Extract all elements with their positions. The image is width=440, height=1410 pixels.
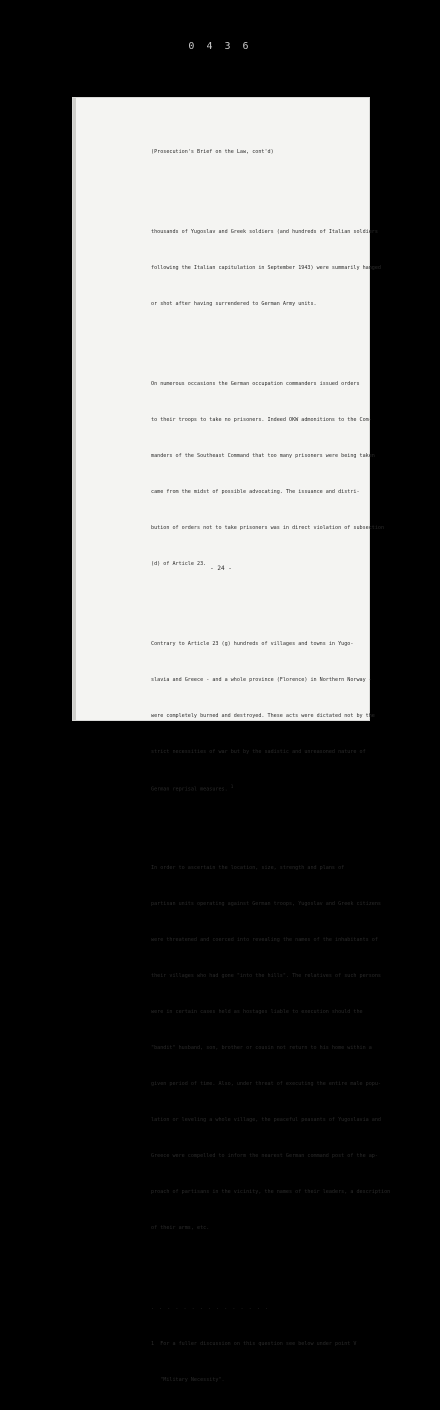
paragraph-line: proach of partisans in the vicinity, the names of their leaders, a description (151, 1189, 391, 1195)
paragraph-line: "bandit" husband, son, brother or cousin not return to his home within a (151, 1045, 372, 1051)
paragraph-line: lation or leveling a whole village, the peaceful peasants of Yugoslavia and (151, 1117, 382, 1123)
document-header: (Prosecution's Brief on the Law, cont'd) (151, 149, 274, 155)
paragraph-line: of their arms, etc. (151, 1225, 210, 1231)
footnote-marker: 1 (230, 785, 234, 790)
frame-number: 0 4 3 6 (188, 41, 252, 52)
paragraph-line: were completely burned and destroyed. These acts were dictated not by the (151, 713, 375, 719)
footnote-separator: . . . . . . . . . . . . . . . (151, 1305, 269, 1311)
paragraph-line: On numerous occasions the German occupation commanders issued orders (151, 381, 360, 387)
paragraph-line: Greece were compelled to inform the nearest German command post of the ap- (151, 1153, 378, 1159)
page-edge (73, 98, 76, 720)
paragraph-line: or shot after having surrendered to German Army units. (151, 301, 317, 307)
paragraph-line: bution of orders not to take prisoners was in direct violation of subsection (151, 525, 385, 531)
footnote-line: "Military Necessity". (151, 1377, 225, 1383)
paragraph-line: following the Italian capitulation in September 1943) were summarily hanged (151, 265, 382, 271)
paragraph-line: thousands of Yugoslav and Greek soldiers (and hundreds of Italian soldiers (151, 229, 378, 235)
footnote-line: 1 For a fuller discussion on this question see below under point V (151, 1341, 357, 1347)
paragraph-line: given period of time. Also, under threat of executing the entire male popu- (151, 1081, 382, 1087)
paragraph-line: Contrary to Article 23 (g) hundreds of villages and towns in Yugo- (151, 641, 354, 647)
document-page (73, 98, 391, 1383)
document-text (151, 122, 391, 1410)
paragraph-line (151, 782, 363, 794)
paragraph-line: slavia and Greece - and a whole province (Florence) in Northern Norway - (151, 677, 372, 683)
paragraph-line: to their troops to take no prisoners. Indeed OKW admonitions to the Com- (151, 417, 372, 423)
paragraph-line: came from the midst of possible advocating. The issuance and distri- (151, 489, 360, 495)
page-number: - 24 - (210, 565, 232, 572)
paragraph-line: partisan units operating against German troops, Yugoslav and Greek citizens (151, 901, 382, 907)
paragraph-line: strict necessities of war but by the sadistic and unreasoned nature of (151, 749, 366, 755)
paragraph-line: manders of the Southeast Command that too many prisoners were being taken (151, 453, 375, 459)
paragraph-line: were threatened and coerced into revealing the names of the inhabitants of (151, 937, 378, 943)
paragraph-line: their villages who had gone "into the hills". The relatives of such persons (151, 973, 382, 979)
paragraph-line-text: German reprisal measures. (151, 786, 228, 793)
paragraph-line: (d) of Article 23. (151, 561, 207, 567)
paragraph-line: were in certain cases held as hostages liable to execution should the (151, 1009, 363, 1015)
paragraph-line: In order to ascertain the location, size, strength and plans of (151, 865, 345, 871)
